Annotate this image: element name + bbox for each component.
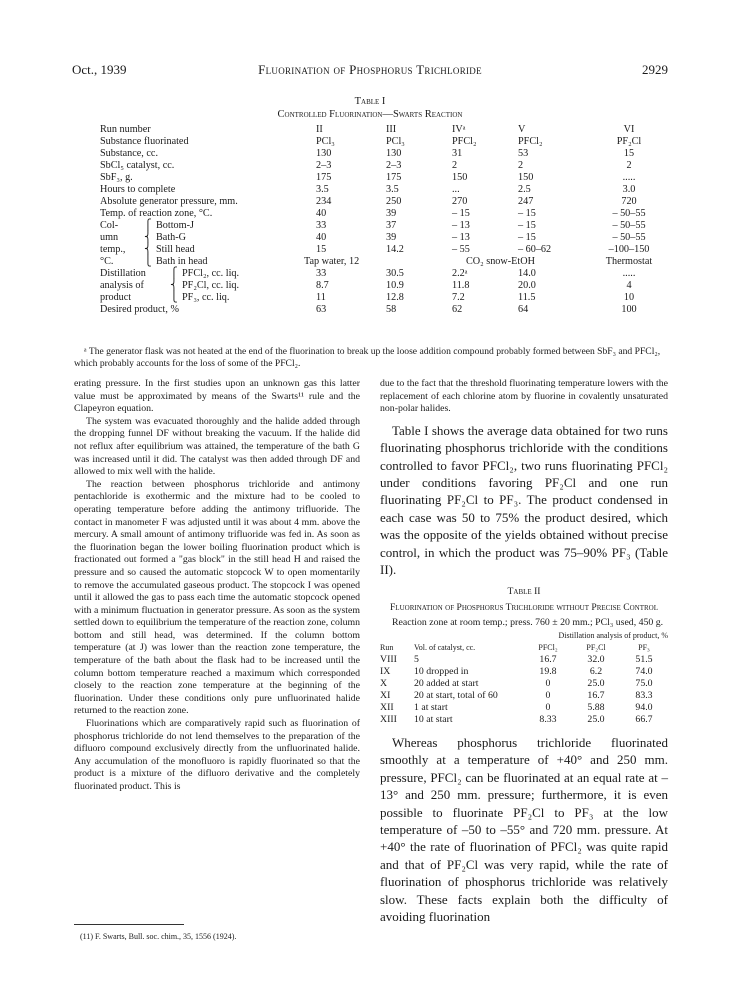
table-cell: – 15 bbox=[518, 220, 536, 231]
header-date: Oct., 1939 bbox=[72, 62, 127, 77]
table-cell: 75.0 bbox=[635, 678, 653, 690]
table-cell: 3.5 bbox=[386, 184, 399, 195]
table-cell bbox=[100, 220, 304, 232]
table-row bbox=[100, 136, 674, 148]
table-cell: Desired product, % bbox=[100, 304, 179, 315]
table-cell: 3.0 bbox=[622, 184, 636, 195]
table-cell: 30.5 bbox=[386, 268, 404, 279]
table-row bbox=[100, 280, 674, 292]
table-cell: 32.0 bbox=[587, 654, 605, 666]
table-cell: 14.0 bbox=[518, 268, 536, 279]
table1 bbox=[100, 124, 674, 316]
table-header: PF₃ bbox=[638, 643, 650, 653]
paragraph: The system was evacuated thoroughly and the halide added through the dropping funnel DF without breaking the vacuum. If the halide did not reflux after equilibrium was attained, the temperature of the bath G was increased until it did. The catalyst was then added through DF and allowed to mix well with the halide. bbox=[74, 415, 360, 478]
table-cell: PFCl₂ bbox=[452, 136, 477, 147]
table-cell: X bbox=[380, 678, 388, 690]
table-cell: – 13 bbox=[452, 220, 470, 231]
table-cell: 2 bbox=[452, 160, 458, 171]
group-label: °C. bbox=[100, 256, 114, 267]
table-cell: – 15 bbox=[452, 208, 470, 219]
table-row bbox=[100, 160, 674, 172]
table-cell: 0 bbox=[545, 690, 551, 702]
table-cell: 150 bbox=[518, 172, 534, 183]
table-cell: XII bbox=[380, 702, 394, 714]
brace: ⎧ bbox=[144, 220, 152, 231]
table-cell: 15 bbox=[316, 244, 327, 255]
row-label: PFCl₂, cc. liq. bbox=[182, 268, 240, 279]
brace: ⎨ bbox=[144, 232, 152, 243]
table-row bbox=[100, 292, 674, 304]
table-cell: 33 bbox=[316, 268, 327, 279]
table-cell: 3.5 bbox=[316, 184, 329, 195]
table-cell: ... bbox=[452, 184, 460, 195]
table-cell: CO₂ snow-EtOH bbox=[466, 256, 535, 267]
table-cell: 51.5 bbox=[635, 654, 653, 666]
table-cell: 37 bbox=[386, 220, 397, 231]
table-cell: 66.7 bbox=[635, 714, 653, 726]
row-label: Bath in head bbox=[156, 256, 208, 267]
table-cell: – 50–55 bbox=[612, 208, 646, 219]
table-cell: 0 bbox=[545, 702, 551, 714]
table-cell: – 60–62 bbox=[518, 244, 552, 255]
table-row bbox=[100, 304, 674, 316]
table-cell: II bbox=[316, 124, 323, 135]
table-cell bbox=[100, 244, 304, 256]
footnote-rule bbox=[74, 924, 184, 925]
table-cell: VI bbox=[623, 124, 635, 135]
table-cell: PF₂Cl bbox=[616, 136, 642, 147]
table-cell: 5 bbox=[414, 654, 419, 666]
table-cell: 250 bbox=[386, 196, 402, 207]
table-cell: 5.88 bbox=[587, 702, 605, 714]
group-label: analysis of bbox=[100, 280, 144, 291]
footnote-11: (11) F. Swarts, Bull. soc. chim., 35, 1556 (1924). bbox=[80, 932, 237, 941]
table-cell bbox=[100, 280, 304, 292]
table-cell: 74.0 bbox=[635, 666, 653, 678]
table-cell: 62 bbox=[452, 304, 463, 315]
brace: ⎨ bbox=[170, 280, 178, 291]
table-header-row bbox=[380, 630, 668, 642]
table-cell: 20 at start, total of 60 bbox=[414, 690, 498, 702]
table-cell: 10 bbox=[623, 292, 635, 303]
paragraph: Whereas phosphorus trichloride fluorinated smoothly at a temperature of +40° and 250 mm. pressure, PFCl₂ can be fluorinated at an equal rate at –13° and 250 mm. pressure; furthermore, it is even possible to fluorinate PF₂Cl to PF₃ at the low temperature of –50 to –55° and 720 mm. pressure. At +40° the rate of fluorination of PFCl₂ was quite rapid and that of PF₂Cl was very rapid, while the rate of fluorination of phosphorus trichloride was relatively slow. These facts explain both the difficulty of avoiding fluorination bbox=[380, 735, 668, 925]
group-label: temp., bbox=[100, 244, 126, 255]
table-row bbox=[380, 678, 668, 690]
table-cell: 40 bbox=[316, 232, 327, 243]
table-row bbox=[100, 220, 674, 232]
table-cell: 1 at start bbox=[414, 702, 448, 714]
table-cell: 10 dropped in bbox=[414, 666, 469, 678]
table-cell bbox=[100, 232, 304, 244]
brace: ⎩ bbox=[144, 256, 152, 267]
table-cell: Thermostat bbox=[605, 256, 653, 267]
table-cell: IX bbox=[380, 666, 391, 678]
table-cell: 39 bbox=[386, 208, 397, 219]
paragraph: The reaction between phosphorus trichloride and antimony pentachloride is exothermic and the mixture had to be cooled to operating temperature before adding the antimony trifluoride. The contact in manometer F was adjusted until it was about 4 mm. above the mercury. A small amount of antimony trifluoride was fed in. As soon as the fluorination began the lower boiling fluorination product which is fractionated out formed a "gas block" in the still head H and raised the pressure and so caused the automatic stopcock W to open momentarily to remove the accumulated gaseous product. The stopcock I was opened until it allowed the gas to pass each time the automatic stopcock opened with a minimum fluctuation in generator pressure. As soon as the system settled down to equilibrium the temperature of the reaction zone, column bottom and still head, was determined. If the column bottom temperature (at J) was lower than the reaction zone temperature, the temperature of the bath about the flask had to be increased until the column bottom temperature reached a maximum which corresponded closely to the reaction zone temperature at the beginning of the fluorination. Under these conditions only pure unfluorinated halide returned to the reaction zone. bbox=[74, 478, 360, 717]
table-cell: 130 bbox=[386, 148, 402, 159]
table2-caption bbox=[380, 586, 668, 614]
table-row bbox=[100, 244, 674, 256]
table-cell: 39 bbox=[386, 232, 397, 243]
table-cell: III bbox=[386, 124, 397, 135]
table-cell: – 13 bbox=[452, 232, 470, 243]
table-header-row bbox=[380, 642, 668, 654]
table-cell: – 50–55 bbox=[612, 220, 646, 231]
table-cell: PCl₃ bbox=[316, 136, 335, 147]
table-row bbox=[100, 172, 674, 184]
table-cell: 16.7 bbox=[539, 654, 557, 666]
row-label: Bath-G bbox=[156, 232, 186, 243]
table-row bbox=[100, 184, 674, 196]
table-cell: 150 bbox=[452, 172, 468, 183]
row-label: Bottom-J bbox=[156, 220, 194, 231]
table-row bbox=[380, 654, 668, 666]
table1-footnote: ᵃ The generator flask was not heated at the end of the fluorination to break up the loose addition compound probably formed between SbF₃ and PFCl₂, which probably accounts for the loss of some of the PFCl₂. bbox=[74, 346, 661, 369]
table-cell: 8.33 bbox=[539, 714, 557, 726]
group-label: product bbox=[100, 292, 132, 303]
table-cell: – 15 bbox=[518, 208, 536, 219]
table2 bbox=[380, 630, 668, 726]
table-cell bbox=[100, 256, 304, 268]
table-cell: 6.2 bbox=[589, 666, 603, 678]
brace: ⎧ bbox=[170, 268, 178, 279]
table-cell: 83.3 bbox=[635, 690, 653, 702]
table-cell: 8.7 bbox=[316, 280, 329, 291]
table-cell: 64 bbox=[518, 304, 529, 315]
table-cell: 53 bbox=[518, 148, 529, 159]
table-cell: 270 bbox=[452, 196, 468, 207]
header-title: Fluorination of Phosphorus Trichloride bbox=[258, 62, 482, 77]
table-cell: – 55 bbox=[452, 244, 470, 255]
table-cell: 15 bbox=[623, 148, 635, 159]
table-cell: 19.8 bbox=[539, 666, 557, 678]
table-cell: 40 bbox=[316, 208, 327, 219]
table-cell: 7.2 bbox=[452, 292, 465, 303]
table-row bbox=[100, 196, 674, 208]
table-cell: 12.8 bbox=[386, 292, 404, 303]
row-label: PF₃, cc. liq. bbox=[182, 292, 230, 303]
table-cell: PFCl₂ bbox=[518, 136, 543, 147]
table-cell: 100 bbox=[621, 304, 637, 315]
table-cell: 2–3 bbox=[316, 160, 332, 171]
table-header: PF₂Cl bbox=[586, 643, 606, 653]
table-cell: 94.0 bbox=[635, 702, 653, 714]
table-cell: 0 bbox=[545, 678, 551, 690]
table-cell: 11.5 bbox=[518, 292, 536, 303]
table-row bbox=[380, 714, 668, 726]
table-cell: 58 bbox=[386, 304, 397, 315]
table-cell bbox=[100, 292, 304, 304]
table-cell: 247 bbox=[518, 196, 534, 207]
table-cell: 130 bbox=[316, 148, 332, 159]
table-cell: – 15 bbox=[518, 232, 536, 243]
table-cell: PCl₃ bbox=[386, 136, 405, 147]
table2-label: Table II bbox=[507, 586, 541, 598]
table-cell: Run number bbox=[100, 124, 151, 135]
table-header: Vol. of catalyst, cc. bbox=[414, 643, 476, 653]
table-cell: 2–3 bbox=[386, 160, 402, 171]
table-cell: 25.0 bbox=[587, 714, 605, 726]
table-cell: 10.9 bbox=[386, 280, 404, 291]
left-column bbox=[74, 378, 360, 794]
row-label: PF₂Cl, cc. liq. bbox=[182, 280, 240, 291]
table-cell: Tap water, 12 bbox=[304, 256, 360, 267]
group-label: Distillation bbox=[100, 268, 146, 279]
table-cell: 25.0 bbox=[587, 678, 605, 690]
table-cell: 10 at start bbox=[414, 714, 453, 726]
table-cell: SbCl₅ catalyst, cc. bbox=[100, 160, 175, 171]
table2-title: Fluorination of Phosphorus Trichloride without Precise Control bbox=[389, 602, 659, 614]
table-cell: 4 bbox=[626, 280, 632, 291]
table-cell: 720 bbox=[621, 196, 637, 207]
table-cell: 20.0 bbox=[518, 280, 536, 291]
table-cell: XI bbox=[380, 690, 391, 702]
brace: ⎩ bbox=[170, 292, 178, 303]
table-cell: Absolute generator pressure, mm. bbox=[100, 196, 238, 207]
group-label: Col- bbox=[100, 220, 119, 231]
table-cell: V bbox=[518, 124, 526, 135]
table1-label: Table I bbox=[354, 96, 386, 107]
table-cell: 234 bbox=[316, 196, 332, 207]
paragraph: Table I shows the average data obtained for two runs fluorinating phosphorus trichloride with the conditions controlled to favor PFCl₂, two runs fluorinating PFCl₂ under conditions favoring PF₂Cl and one run fluorinating PF₂Cl to PF₃. The product condensed in each case was 50 to 75% the product desired, which was the opposite of the yields obtained without precise control, in which the product was 75–90% PF₃ (Table II). bbox=[380, 422, 668, 578]
table-cell: – 50–55 bbox=[612, 232, 646, 243]
table-cell: XIII bbox=[380, 714, 397, 726]
row-label: Still head bbox=[156, 244, 195, 255]
table-cell: Hours to complete bbox=[100, 184, 176, 195]
brace: ⎨ bbox=[144, 244, 152, 255]
table-row bbox=[100, 256, 674, 268]
table1-title: Controlled Fluorination—Swarts Reaction bbox=[277, 109, 463, 120]
table-row bbox=[100, 148, 674, 160]
right-column bbox=[380, 378, 668, 926]
table-cell: Temp. of reaction zone, °C. bbox=[100, 208, 213, 219]
header-spacer bbox=[380, 630, 524, 642]
table-row bbox=[380, 690, 668, 702]
table-header: Distillation analysis of product, % bbox=[558, 631, 668, 641]
paragraph: due to the fact that the threshold fluorinating temperature lowers with the replacement of each chlorine atom by fluorine in covalently unsaturated non-polar halides. bbox=[380, 378, 668, 415]
table-cell: 14.2 bbox=[386, 244, 404, 255]
table-cell bbox=[100, 268, 304, 280]
table-header: Run bbox=[380, 643, 394, 653]
table-cell: 20 added at start bbox=[414, 678, 479, 690]
table-row bbox=[100, 232, 674, 244]
table-cell: 16.7 bbox=[587, 690, 605, 702]
table-cell: 33 bbox=[316, 220, 327, 231]
table-cell: Substance fluorinated bbox=[100, 136, 189, 147]
table-cell: 63 bbox=[316, 304, 327, 315]
table-cell: 11.8 bbox=[452, 280, 470, 291]
page-number: 2929 bbox=[642, 62, 668, 77]
paragraph: Fluorinations which are comparatively rapid such as fluorination of phosphorus trichloride do not lend themselves to the preparation of the difluoro compound exclusively directly from the unfluorinated halide. Any accumulation of the monofluoro is rapidly fluorinated so that the product is a mixture of the difluoro derivative and the completely fluorinated product. This is bbox=[74, 718, 360, 792]
table-cell: 11 bbox=[316, 292, 326, 303]
table-cell: ..... bbox=[622, 268, 636, 279]
table-cell: 2 bbox=[518, 160, 524, 171]
table-cell: ..... bbox=[622, 172, 636, 183]
table-cell: 175 bbox=[386, 172, 402, 183]
table-row bbox=[380, 666, 668, 678]
table-cell: SbF₃, g. bbox=[100, 172, 133, 183]
table-cell: 175 bbox=[316, 172, 332, 183]
table-row bbox=[100, 124, 674, 136]
table-cell: 31 bbox=[452, 148, 463, 159]
table-row bbox=[100, 208, 674, 220]
table-cell: 2.5 bbox=[518, 184, 531, 195]
paragraph: erating pressure. In the first studies upon an unknown gas this latter value must be approximated by means of the Swarts¹¹ rule and the Clapeyron equation. bbox=[74, 378, 360, 415]
group-label: umn bbox=[100, 232, 119, 243]
table-header: PFCl₂ bbox=[538, 643, 558, 653]
table-row bbox=[100, 268, 674, 280]
table-row bbox=[380, 702, 668, 714]
table-cell: VIII bbox=[380, 654, 397, 666]
table2-subtitle: Reaction zone at room temp.; press. 760 ± 20 mm.; PCl₃ used, 450 g. bbox=[392, 617, 664, 629]
table-cell: 2 bbox=[626, 160, 632, 171]
table-cell: Substance, cc. bbox=[100, 148, 158, 159]
table-cell: IVᵃ bbox=[452, 124, 466, 135]
table-cell: 2.2ᵃ bbox=[452, 268, 468, 279]
table-cell: –100–150 bbox=[608, 244, 650, 255]
